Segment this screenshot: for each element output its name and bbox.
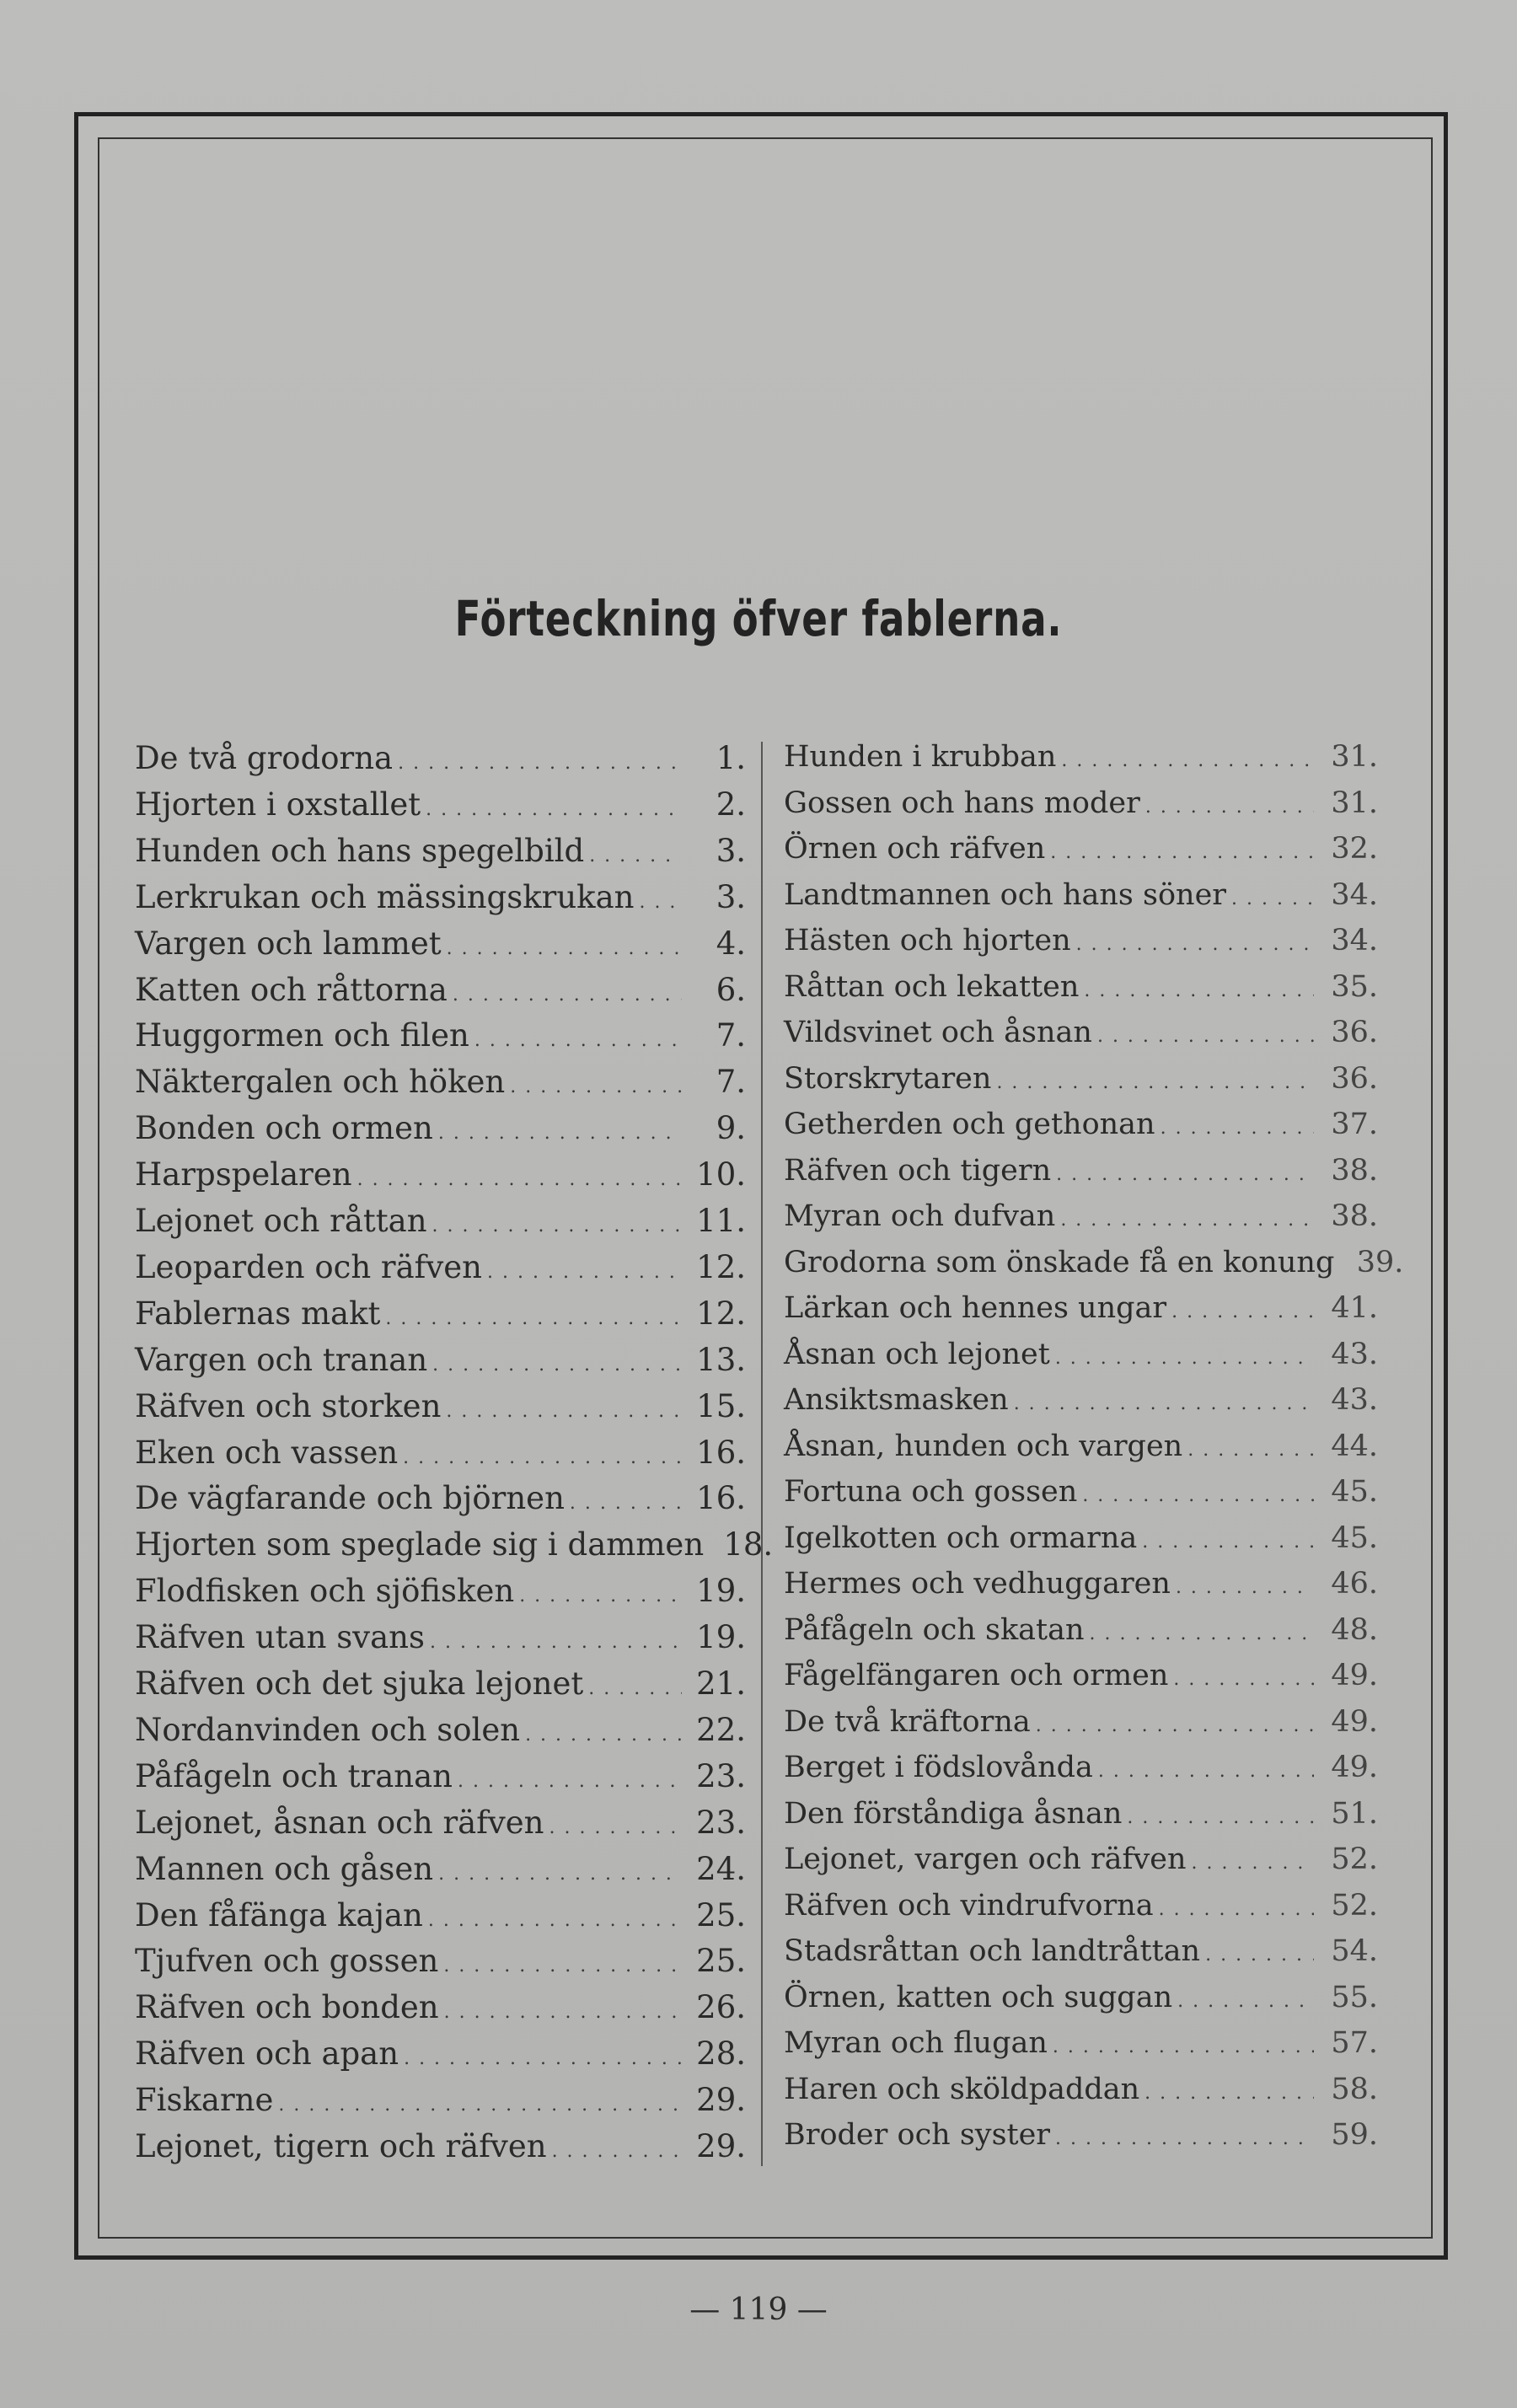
toc-entry-title: Påfågeln och skatan bbox=[784, 1612, 1085, 1647]
toc-entry-page: 11. bbox=[696, 1203, 746, 1239]
toc-entry-title: Räfven och tigern bbox=[784, 1153, 1052, 1188]
toc-entry-page: 49. bbox=[1331, 1751, 1378, 1784]
toc-entry bbox=[135, 1989, 746, 2035]
toc-entry-title: Harpspelaren bbox=[135, 1156, 352, 1193]
toc-leader-dots bbox=[549, 1817, 682, 1838]
toc-entry bbox=[784, 1338, 1378, 1384]
toc-entry-title: Vargen och lammet bbox=[135, 925, 442, 962]
toc-entry bbox=[784, 1705, 1378, 1751]
toc-leader-dots bbox=[1050, 842, 1314, 863]
toc-leader-dots bbox=[589, 845, 682, 866]
toc-entry-page: 4. bbox=[716, 925, 746, 962]
toc-entry bbox=[784, 1291, 1378, 1338]
toc-entry-title: Lärkan och hennes ungar bbox=[784, 1291, 1167, 1325]
toc-entry-page: 23. bbox=[696, 1804, 746, 1841]
toc-entry bbox=[135, 1435, 746, 1481]
toc-entry bbox=[135, 1480, 746, 1526]
toc-entry bbox=[784, 1245, 1404, 1292]
toc-leader-dots bbox=[1144, 2083, 1314, 2104]
toc-entry-title: Hunden i krubban bbox=[784, 740, 1057, 774]
toc-entry bbox=[784, 1567, 1378, 1613]
toc-entry bbox=[135, 879, 746, 925]
toc-leader-dots bbox=[1097, 1026, 1314, 1047]
toc-entry-title: Tjufven och gossen bbox=[135, 1943, 439, 1980]
toc-leader-dots bbox=[1098, 1761, 1314, 1782]
toc-entry-title: Landtmannen och hans söner bbox=[784, 877, 1227, 912]
toc-entry bbox=[784, 1521, 1378, 1568]
toc-entry-page: 59. bbox=[1331, 2118, 1378, 2152]
toc-entry-page: 45. bbox=[1331, 1520, 1378, 1555]
toc-entry-page: 24. bbox=[696, 1850, 746, 1887]
toc-entry-title: Räfven utan svans bbox=[135, 1619, 425, 1656]
toc-leader-dots bbox=[426, 799, 682, 820]
toc-leader-dots bbox=[1205, 1944, 1314, 1966]
toc-leader-dots bbox=[432, 1354, 682, 1376]
toc-entry bbox=[784, 1154, 1378, 1200]
toc-entry bbox=[784, 1429, 1378, 1476]
toc-entry-title: Den förståndiga åsnan bbox=[784, 1796, 1123, 1831]
toc-entry-page: 29. bbox=[696, 2128, 746, 2164]
toc-entry bbox=[135, 1897, 746, 1944]
toc-entry bbox=[135, 1064, 746, 1110]
toc-entry bbox=[135, 2128, 746, 2175]
toc-entry-title: Räfven och bonden bbox=[135, 1989, 439, 2026]
toc-entry-title: Stadsråttan och landtråttan bbox=[784, 1934, 1201, 1968]
toc-leader-dots bbox=[1145, 796, 1314, 818]
toc-entry bbox=[135, 833, 746, 879]
toc-entry-title: Den fåfänga kajan bbox=[135, 1896, 423, 1933]
toc-entry-page: 41. bbox=[1331, 1291, 1378, 1325]
toc-entry-title: Lejonet, åsnan och räfven bbox=[135, 1804, 544, 1841]
toc-leader-dots bbox=[428, 1910, 682, 1931]
toc-entry-title: Fiskarne bbox=[135, 2082, 274, 2119]
toc-entry-title: Lejonet och råttan bbox=[135, 1203, 427, 1239]
toc-entry-title: Flodfisken och sjöfisken bbox=[135, 1573, 515, 1610]
toc-leader-dots bbox=[1142, 1531, 1314, 1553]
toc-entry-title: Fågelfängaren och ormen bbox=[784, 1659, 1169, 1692]
toc-entry-title: Örnen, katten och suggan bbox=[784, 1980, 1173, 2014]
toc-entry-page: 36. bbox=[1331, 1061, 1378, 1096]
toc-entry-page: 23. bbox=[696, 1757, 746, 1794]
toc-entry bbox=[784, 1107, 1378, 1154]
toc-entry-page: 43. bbox=[1331, 1383, 1378, 1417]
toc-leader-dots bbox=[438, 1864, 682, 1885]
toc-entry bbox=[784, 1981, 1378, 2027]
toc-entry-page: 13. bbox=[696, 1341, 746, 1378]
toc-leader-dots bbox=[1055, 1348, 1314, 1369]
toc-entry-title: Storskrytaren bbox=[784, 1061, 992, 1096]
toc-entry bbox=[784, 970, 1378, 1016]
toc-entry bbox=[784, 878, 1378, 925]
toc-entry bbox=[784, 1613, 1378, 1660]
toc-entry-title: Lejonet, tigern och räfven bbox=[135, 2128, 547, 2164]
toc-entry-page: 31. bbox=[1331, 740, 1378, 774]
toc-entry-page: 9. bbox=[716, 1110, 746, 1147]
toc-entry bbox=[135, 740, 746, 786]
toc-leader-dots bbox=[1171, 1301, 1314, 1322]
toc-leader-dots bbox=[398, 753, 682, 774]
toc-entry-title: Hästen och hjorten bbox=[784, 924, 1071, 957]
toc-leader-dots bbox=[357, 1169, 682, 1190]
toc-entry-page: 45. bbox=[1331, 1475, 1378, 1509]
toc-entry-page: 7. bbox=[716, 1017, 746, 1054]
toc-entry-page: 6. bbox=[716, 971, 746, 1008]
toc-entry-page: 46. bbox=[1331, 1567, 1378, 1601]
toc-leader-dots bbox=[1084, 980, 1314, 1001]
toc-entry bbox=[135, 786, 746, 833]
toc-entry-title: Haren och sköldpaddan bbox=[784, 2072, 1140, 2106]
toc-entry bbox=[135, 925, 746, 972]
toc-entry bbox=[135, 1156, 746, 1203]
toc-leader-dots bbox=[446, 1401, 682, 1422]
toc-entry bbox=[784, 1016, 1378, 1062]
toc-entry bbox=[135, 1203, 746, 1249]
toc-entry-page: 31. bbox=[1331, 786, 1378, 820]
toc-leader-dots bbox=[430, 1632, 682, 1653]
toc-entry-page: 26. bbox=[696, 1989, 746, 2026]
toc-entry-title: Räfven och det sjuka lejonet bbox=[135, 1665, 584, 1702]
toc-entry bbox=[135, 1017, 746, 1064]
toc-entry-page: 16. bbox=[696, 1434, 746, 1471]
toc-entry-page: 58. bbox=[1331, 2072, 1378, 2106]
toc-entry bbox=[135, 1573, 746, 1619]
toc-entry-title: Myran och dufvan bbox=[784, 1199, 1056, 1233]
toc-entry bbox=[135, 972, 746, 1018]
toc-entry bbox=[784, 1062, 1378, 1108]
toc-entry-page: 54. bbox=[1331, 1934, 1378, 1968]
toc-leader-dots bbox=[1082, 1485, 1314, 1506]
toc-entry-title: Hunden och hans spegelbild bbox=[135, 832, 585, 869]
toc-entry-title: Lejonet, vargen och räfven bbox=[784, 1842, 1187, 1876]
toc-leader-dots bbox=[1014, 1393, 1314, 1414]
toc-leader-dots bbox=[570, 1493, 682, 1514]
toc-entry-title: Mannen och gåsen bbox=[135, 1850, 434, 1887]
toc-entry-page: 25. bbox=[696, 1943, 746, 1980]
toc-leader-dots bbox=[519, 1585, 682, 1606]
toc-entry-page: 10. bbox=[696, 1156, 746, 1193]
toc-entry-page: 34. bbox=[1331, 877, 1378, 912]
toc-leader-dots bbox=[1177, 1991, 1314, 2012]
toc-leader-dots bbox=[552, 2141, 682, 2162]
toc-entry bbox=[784, 2073, 1378, 2119]
page-title: Förteckning öfver fablerna. bbox=[454, 590, 1063, 647]
toc-entry-page: 57. bbox=[1331, 2026, 1378, 2060]
toc-entry bbox=[135, 1851, 746, 1897]
toc-entry-title: Räfven och storken bbox=[135, 1387, 442, 1424]
toc-leader-dots bbox=[404, 2048, 682, 2069]
toc-leader-dots bbox=[588, 1678, 682, 1699]
toc-entry-title: Hermes och vedhuggaren bbox=[784, 1567, 1171, 1601]
toc-leader-dots bbox=[453, 984, 682, 1006]
toc-entry bbox=[784, 832, 1378, 878]
toc-entry-title: Åsnan och lejonet bbox=[784, 1337, 1050, 1371]
toc-entry-page: 19. bbox=[696, 1619, 746, 1656]
toc-entry bbox=[135, 1712, 746, 1758]
toc-leader-dots bbox=[1036, 1715, 1314, 1736]
toc-leader-dots bbox=[438, 1123, 682, 1144]
toc-entry-page: 32. bbox=[1331, 832, 1378, 866]
toc-entry-title: Hjorten som speglade sig i dammen bbox=[135, 1526, 705, 1563]
toc-entry bbox=[784, 1842, 1378, 1889]
toc-entry-title: Eken och vassen bbox=[135, 1434, 399, 1471]
toc-entry bbox=[784, 924, 1378, 970]
toc-entry-page: 43. bbox=[1331, 1337, 1378, 1371]
toc-entry-title: Örnen och räfven bbox=[784, 832, 1046, 866]
toc-leader-dots bbox=[1090, 1623, 1315, 1644]
toc-entry-title: Bonden och ormen bbox=[135, 1110, 433, 1147]
toc-entry-page: 2. bbox=[716, 786, 746, 823]
toc-entry-page: 38. bbox=[1331, 1153, 1378, 1188]
toc-leader-dots bbox=[385, 1308, 682, 1329]
toc-entry-page: 29. bbox=[696, 2082, 746, 2119]
toc-entry-page: 28. bbox=[696, 2035, 746, 2073]
toc-entry bbox=[784, 1383, 1378, 1429]
toc-entry-title: Getherden och gethonan bbox=[784, 1107, 1155, 1141]
toc-entry-title: Vildsvinet och åsnan bbox=[784, 1016, 1092, 1049]
toc-leader-dots bbox=[1159, 1899, 1314, 1920]
toc-entry-title: Påfågeln och tranan bbox=[135, 1757, 453, 1794]
toc-entry bbox=[135, 1943, 746, 1989]
column-divider bbox=[761, 742, 763, 2166]
toc-leader-dots bbox=[1161, 1118, 1314, 1139]
toc-entry bbox=[784, 1751, 1378, 1797]
toc-entry bbox=[784, 1797, 1378, 1843]
toc-entry-page: 3. bbox=[716, 878, 746, 915]
toc-entry-title: Grodorna som önskade få en konung bbox=[784, 1245, 1335, 1279]
toc-leader-dots bbox=[525, 1724, 682, 1746]
toc-entry-title: Fortuna och gossen bbox=[784, 1475, 1078, 1509]
toc-entry bbox=[135, 1758, 746, 1805]
toc-entry-page: 48. bbox=[1331, 1612, 1378, 1647]
toc-entry bbox=[135, 1665, 746, 1712]
toc-entry-page: 37. bbox=[1331, 1107, 1378, 1141]
toc-entry bbox=[135, 2035, 746, 2082]
toc-entry bbox=[135, 1110, 746, 1156]
toc-entry-title: Lerkrukan och mässingskrukan bbox=[135, 878, 635, 915]
toc-entry bbox=[784, 2026, 1378, 2073]
toc-leader-dots bbox=[474, 1030, 682, 1051]
toc-entry-title: Huggormen och filen bbox=[135, 1017, 469, 1054]
toc-leader-dots bbox=[278, 2094, 682, 2116]
toc-entry bbox=[135, 2082, 746, 2128]
toc-leader-dots bbox=[432, 1215, 682, 1236]
toc-entry-page: 21. bbox=[696, 1665, 746, 1702]
toc-entry-page: 35. bbox=[1331, 969, 1378, 1004]
toc-entry-page: 44. bbox=[1331, 1429, 1378, 1463]
toc-entry bbox=[135, 1805, 746, 1851]
toc-entry bbox=[135, 1295, 746, 1342]
toc-entry-title: Råttan och lekatten bbox=[784, 969, 1080, 1004]
toc-entry-page: 25. bbox=[696, 1896, 746, 1933]
toc-entry-page: 18. bbox=[723, 1526, 774, 1563]
toc-entry bbox=[784, 786, 1378, 833]
toc-leader-dots bbox=[1231, 888, 1314, 909]
toc-entry-page: 1. bbox=[716, 740, 746, 776]
toc-entry bbox=[784, 1475, 1378, 1521]
toc-leader-dots bbox=[443, 1955, 682, 1976]
toc-entry-page: 49. bbox=[1331, 1704, 1378, 1739]
toc-leader-dots bbox=[1061, 750, 1314, 771]
toc-entry bbox=[135, 1388, 746, 1435]
toc-entry-title: Broder och syster bbox=[784, 2118, 1051, 2152]
toc-entry-page: 12. bbox=[696, 1295, 746, 1332]
page-number: — 119 — bbox=[689, 2293, 828, 2327]
toc-entry-title: Katten och råttorna bbox=[135, 971, 448, 1008]
toc-leader-dots bbox=[510, 1076, 682, 1097]
toc-leader-dots bbox=[1173, 1669, 1314, 1690]
toc-entry-page: 16. bbox=[696, 1480, 746, 1517]
toc-entry-title: De två kräftorna bbox=[784, 1704, 1031, 1739]
toc-entry bbox=[135, 1619, 746, 1665]
toc-entry-title: Hjorten i oxstallet bbox=[135, 786, 421, 823]
toc-entry-title: Vargen och tranan bbox=[135, 1341, 428, 1378]
toc-entry bbox=[784, 1889, 1378, 1935]
toc-entry-page: 12. bbox=[696, 1248, 746, 1285]
toc-entry-title: Fablernas makt bbox=[135, 1295, 381, 1332]
toc-leader-dots bbox=[487, 1262, 682, 1283]
toc-leader-dots bbox=[1127, 1807, 1314, 1828]
toc-entry-title: De två grodorna bbox=[135, 740, 394, 776]
toc-entry-page: 38. bbox=[1331, 1199, 1378, 1233]
toc-leader-dots bbox=[1176, 1577, 1314, 1598]
toc-entry-title: Berget i födslovånda bbox=[784, 1751, 1093, 1784]
toc-entry-page: 49. bbox=[1331, 1659, 1378, 1692]
toc-entry-title: Näktergalen och höken bbox=[135, 1064, 506, 1101]
toc-entry-page: 15. bbox=[696, 1387, 746, 1424]
toc-entry-title: Räfven och apan bbox=[135, 2035, 399, 2073]
toc-leader-dots bbox=[639, 892, 682, 913]
toc-entry-page: 3. bbox=[716, 832, 746, 869]
toc-entry-page: 52. bbox=[1331, 1888, 1378, 1923]
toc-entry bbox=[784, 2118, 1378, 2164]
toc-entry bbox=[135, 1249, 746, 1295]
toc-entry-title: Ansiktsmasken bbox=[784, 1383, 1009, 1417]
toc-entry bbox=[784, 1934, 1378, 1981]
toc-entry-page: 19. bbox=[696, 1573, 746, 1610]
toc-entry-title: Myran och flugan bbox=[784, 2026, 1048, 2060]
toc-entry bbox=[784, 1199, 1378, 1246]
toc-entry-page: 51. bbox=[1331, 1796, 1378, 1831]
toc-leader-dots bbox=[1053, 2036, 1314, 2057]
toc-leader-dots bbox=[458, 1771, 682, 1792]
toc-leader-dots bbox=[1055, 2128, 1314, 2149]
toc-leader-dots bbox=[1076, 934, 1314, 955]
toc-leader-dots bbox=[1056, 1164, 1314, 1185]
toc-entry-page: 52. bbox=[1331, 1842, 1378, 1876]
toc-entry-page: 55. bbox=[1331, 1980, 1378, 2014]
toc-leader-dots bbox=[1192, 1853, 1314, 1874]
toc-entry-title: Nordanvinden och solen bbox=[135, 1711, 521, 1748]
toc-entry bbox=[784, 740, 1378, 786]
toc-leader-dots bbox=[447, 938, 682, 959]
toc-entry bbox=[784, 1659, 1378, 1705]
toc-entry-title: Åsnan, hunden och vargen bbox=[784, 1429, 1183, 1463]
toc-leader-dots bbox=[1187, 1440, 1314, 1461]
toc-leader-dots bbox=[403, 1447, 682, 1468]
toc-entry bbox=[135, 1526, 774, 1573]
toc-entry-title: Leoparden och räfven bbox=[135, 1248, 483, 1285]
toc-leader-dots bbox=[996, 1072, 1314, 1093]
toc-entry-title: Gossen och hans moder bbox=[784, 786, 1140, 820]
toc-entry-title: De vägfarande och björnen bbox=[135, 1480, 565, 1517]
toc-entry-page: 39. bbox=[1356, 1245, 1404, 1279]
toc-entry bbox=[135, 1342, 746, 1388]
toc-entry-page: 36. bbox=[1331, 1016, 1378, 1049]
toc-entry-page: 34. bbox=[1331, 924, 1378, 957]
toc-entry-page: 7. bbox=[716, 1064, 746, 1101]
toc-entry-title: Igelkotten och ormarna bbox=[784, 1520, 1138, 1555]
toc-entry-title: Räfven och vindrufvorna bbox=[784, 1888, 1154, 1923]
toc-entry-page: 22. bbox=[696, 1711, 746, 1748]
toc-leader-dots bbox=[444, 2002, 682, 2023]
toc-leader-dots bbox=[1060, 1209, 1314, 1231]
